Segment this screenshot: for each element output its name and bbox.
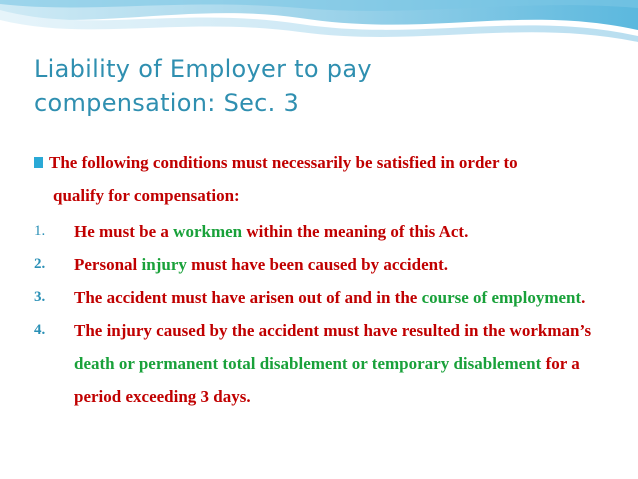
- item-text: He must be a: [74, 222, 174, 241]
- list-number: 2.: [34, 256, 46, 272]
- list-item-3: [34, 281, 624, 314]
- title-line-1: Liability of Employer to pay: [34, 55, 372, 83]
- list-item-4: [34, 314, 624, 413]
- list-number: 3.: [34, 289, 46, 305]
- item-highlight: injury: [141, 255, 187, 274]
- slide-title: [34, 52, 624, 120]
- intro-line-2: qualify for compensation:: [53, 186, 240, 205]
- title-line-2: compensation: Sec. 3: [34, 89, 300, 117]
- list-item-1: [34, 215, 624, 248]
- intro-line-1: The following conditions must necessarily be satisfied in order to: [49, 153, 518, 172]
- item-text: Personal: [74, 255, 142, 274]
- item-highlight: course of employment: [421, 288, 582, 307]
- header-wave-decoration: [0, 0, 638, 48]
- conditions-list: [34, 215, 624, 413]
- item-text: .: [581, 288, 586, 307]
- item-text: The accident must have arisen out of and in the: [74, 288, 422, 307]
- item-text: must have been caused by accident.: [186, 255, 449, 274]
- item-text: for a period exceeding 3 days.: [74, 354, 580, 406]
- item-text: within the meaning of this Act.: [242, 222, 469, 241]
- item-highlight: workmen: [173, 222, 243, 241]
- list-number: 1.: [34, 223, 46, 239]
- item-text: The injury caused by the accident must have resulted in the workman’s: [74, 321, 592, 340]
- item-highlight: death or permanent total disablement or temporary disablement: [74, 354, 542, 373]
- list-number: 4.: [34, 322, 46, 338]
- intro-bullet: [34, 146, 624, 212]
- list-item-2: [34, 248, 624, 281]
- square-bullet-icon: [34, 157, 43, 168]
